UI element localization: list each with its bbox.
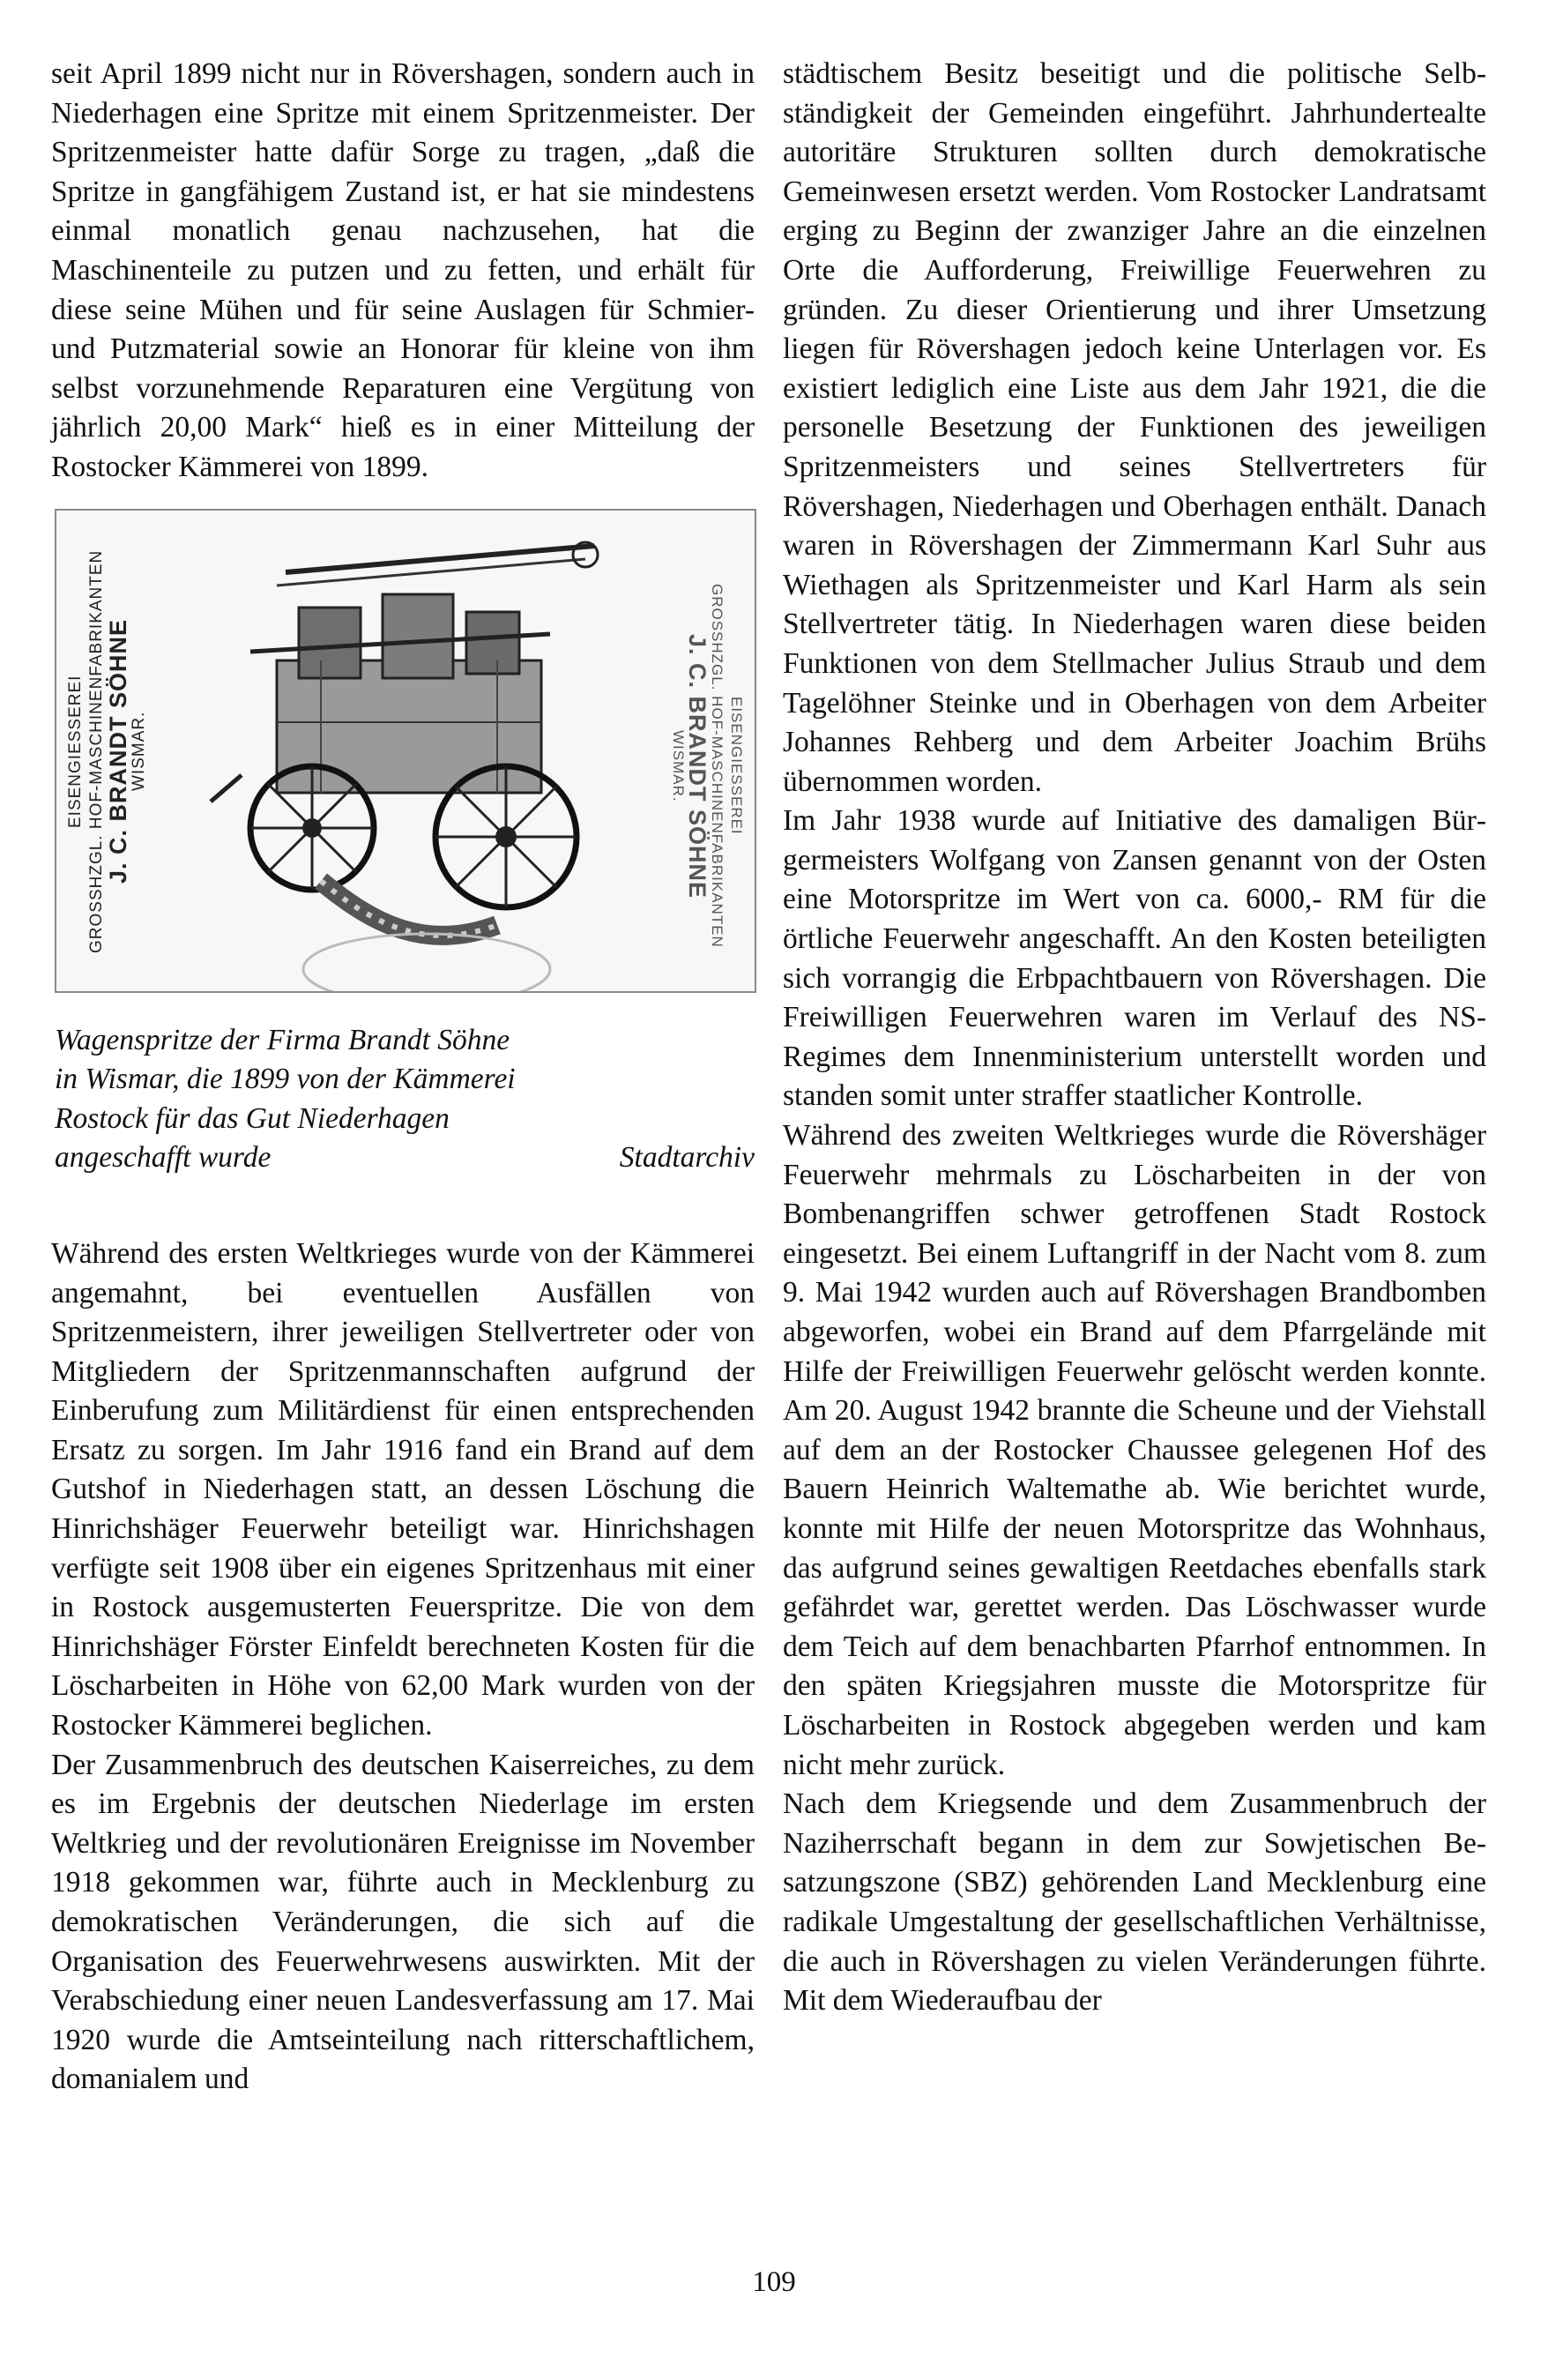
manufacturer-stamp-left: EISENGIESSEREI GROSSHZGL. HOF-MASCHINENFABRIKANTEN J. C. BRANDT SÖHNE WISMAR. bbox=[66, 548, 148, 953]
caption-line: Rostock für das Gut Niederhagen bbox=[55, 1101, 450, 1135]
paragraph: Nach dem Kriegsende und dem Zusammenbruch der Naziherrschaft begann in dem zur Sowjetischen Besatzungszone (SBZ) gehörenden Land Mecklenburg eine radikale Umgestaltung der gesellschaftlichen Verhältnisse, die auch in Rövershagen zu vielen Veränderungen führte. Mit dem Wiederaufbau der bbox=[783, 1787, 1486, 2018]
figure-caption bbox=[55, 1021, 755, 1178]
caption-line: in Wismar, die 1899 von der Kämmerei bbox=[55, 1063, 516, 1096]
paragraph: Im Jahr 1938 wurde auf Initiative des damaligen Bürgermeisters Wolfgang von Zansen genannt von der Osten eine Motorspritze im Wert von ca. 6000,- RM für die örtliche Feuerwehr angeschafft. An den Kosten beteiligten sich vorrangig die Erbpachtbauern von Rövershagen. Die Freiwilligen Feuerwehren waren im Verlauf des NS-Regimes dem Innenministerium unterstellt worden und standen somit unter straffer staatlicher Kontrolle. bbox=[783, 804, 1486, 1113]
caption-last-line bbox=[55, 1138, 755, 1178]
caption-line: Wagenspritze der Firma Brandt Söhne bbox=[55, 1023, 510, 1056]
paragraph: Der Zusammenbruch des deutschen Kaiserreiches, zu dem es im Ergebnis der deutschen Niederlage im ersten Weltkrieg und der revolutionären Ereignisse im November 1918 gekommen war, führte auch in Mecklenburg zu demokratischen Veränderungen, die sich auf die Organisation des Feuerwehrwesens auswirkten. Mit der Verabschiedung einer neuen Landesverfassung am 17. Mai 1920 wurde die Amtseinteilung nach ritterschaftlichem, domanialem und bbox=[51, 1748, 755, 2096]
caption-source: Stadtarchiv bbox=[619, 1141, 755, 1175]
right-column bbox=[783, 55, 1486, 2021]
paragraph: Während des ersten Weltkrieges wurde von der Kämmerei angemahnt, bei eventuellen Ausfällen von Spritzenmeistern, ihrer jeweiligen Stellvertreter oder von Mitgliedern der Spritzenmannschaften aufgrund der Einberufung zum Militärdienst für einen entsprechenden Ersatz zu sorgen. Im Jahr 1916 fand ein Brand auf dem Gutshof in Niederhagen statt, an dessen Löschung die Hinrichshäger Feuerwehr beteiligt war. Hinrichshagen verfügte seit 1908 über ein eigenes Spritzenhaus mit einer in Rostock ausgemusterten Feuerspritze. Die von dem Hinrichshäger Förster Einfeldt berechneten Kosten für die Löscharbeiten in Höhe von 62,00 Mark wurden von der Rostocker Kämmerei beglichen. bbox=[51, 1236, 755, 1742]
paragraph: seit April 1899 nicht nur in Rövershagen, sondern auch in Niederhagen eine Spritze mit einem Spritzenmeister. Der Spritzenmeister hatte dafür Sorge zu tragen, „daß die Spritze in gangfähigem Zustand ist, er hat sie mindestens einmal monatlich genau nachzusehen, hat die Maschinenteile zu putzen und zu fetten, und erhält für diese seine Mühen und für seine Auslagen für Schmier- und Putzmaterial sowie an Honorar für kleine von ihm selbst vorzunehmende Reparaturen eine Vergütung von jährlich 20,00 Mark“ hieß es in einer Mitteilung der Rostocker Kämmerei von 1899. bbox=[51, 57, 755, 483]
paragraph: städtischem Besitz beseitigt und die politische Selbständigkeit der Gemeinden eingeführt. Jahrhundertealte autoritäre Strukturen sollten durch demokratische Gemeinwesen ersetzt werden. Vom Rostocker Landratsamt erging zu Beginn der zwanziger Jahre an die einzelnen Orte die Aufforderung, Freiwillige Feuerwehren zu gründen. Zu dieser Orientierung und ihrer Umsetzung liegen für Rövershagen jedoch keine Unterlagen vor. Es existiert lediglich eine Liste aus dem Jahr 1921, die die personelle Besetzung der Funktionen des jeweiligen Spritzenmeisters und seines Stellvertreters für Rövershagen, Niederhagen und Oberhagen enthält. Danach waren in Rövershagen der Zimmermann Karl Suhr aus Wiethagen als Spritzenmeister und Karl Harm als sein Stellvertreter tätig. In Niederhagen waren diese beiden Funktionen von dem Stellmacher Julius Straub und dem Tagelöhner Steinke und in Oberhagen von dem Arbeiter Johannes Rehberg und dem Arbeiter Joachim Brühs übernommen worden. bbox=[783, 57, 1486, 798]
manufacturer-stamp-right: EISENGIESSEREI GROSSHZGL. HOF-MASCHINENFABRIKANTEN J. C. BRANDT SÖHNE WISMAR. bbox=[670, 584, 745, 948]
caption-line: angeschafft wurde bbox=[55, 1141, 272, 1175]
paragraph: Während des zweiten Weltkrieges wurde die Rövershäger Feuerwehr mehrmals zu Löscharbeiten in der von Bombenangriffen schwer getroffenen Stadt Rostock eingesetzt. Bei einem Luftangriff in der Nacht vom 8. zum 9. Mai 1942 wurden auch auf Rövershagen Brandbomben abgeworfen, wobei ein Brand auf dem Pfarrgelände mit Hilfe der Freiwilligen Feuerwehr gelöscht werden konnte. Am 20. August 1942 brannte die Scheune und der Viehstall auf dem an der Rostocker Chaussee gelegenen Hof des Bauern Heinrich Waltemathe ab. Wie berichtet wurde, konnte mit Hilfe der neuen Motorspritze das Wohnhaus, das aufgrund seines gewaltigen Reetdaches ebenfalls stark gefährdet war, gerettet werden. Das Löschwasser wurde dem Teich auf dem benachbarten Pfarrhof entnommen. In den späten Kriegsjahren musste die Motorspritze für Löscharbeiten in Rostock abgegeben werden und kam nicht mehr zurück. bbox=[783, 1119, 1486, 1781]
left-column bbox=[51, 55, 755, 2100]
fire-engine-photo bbox=[55, 509, 756, 993]
page-number: 109 bbox=[752, 2266, 796, 2298]
